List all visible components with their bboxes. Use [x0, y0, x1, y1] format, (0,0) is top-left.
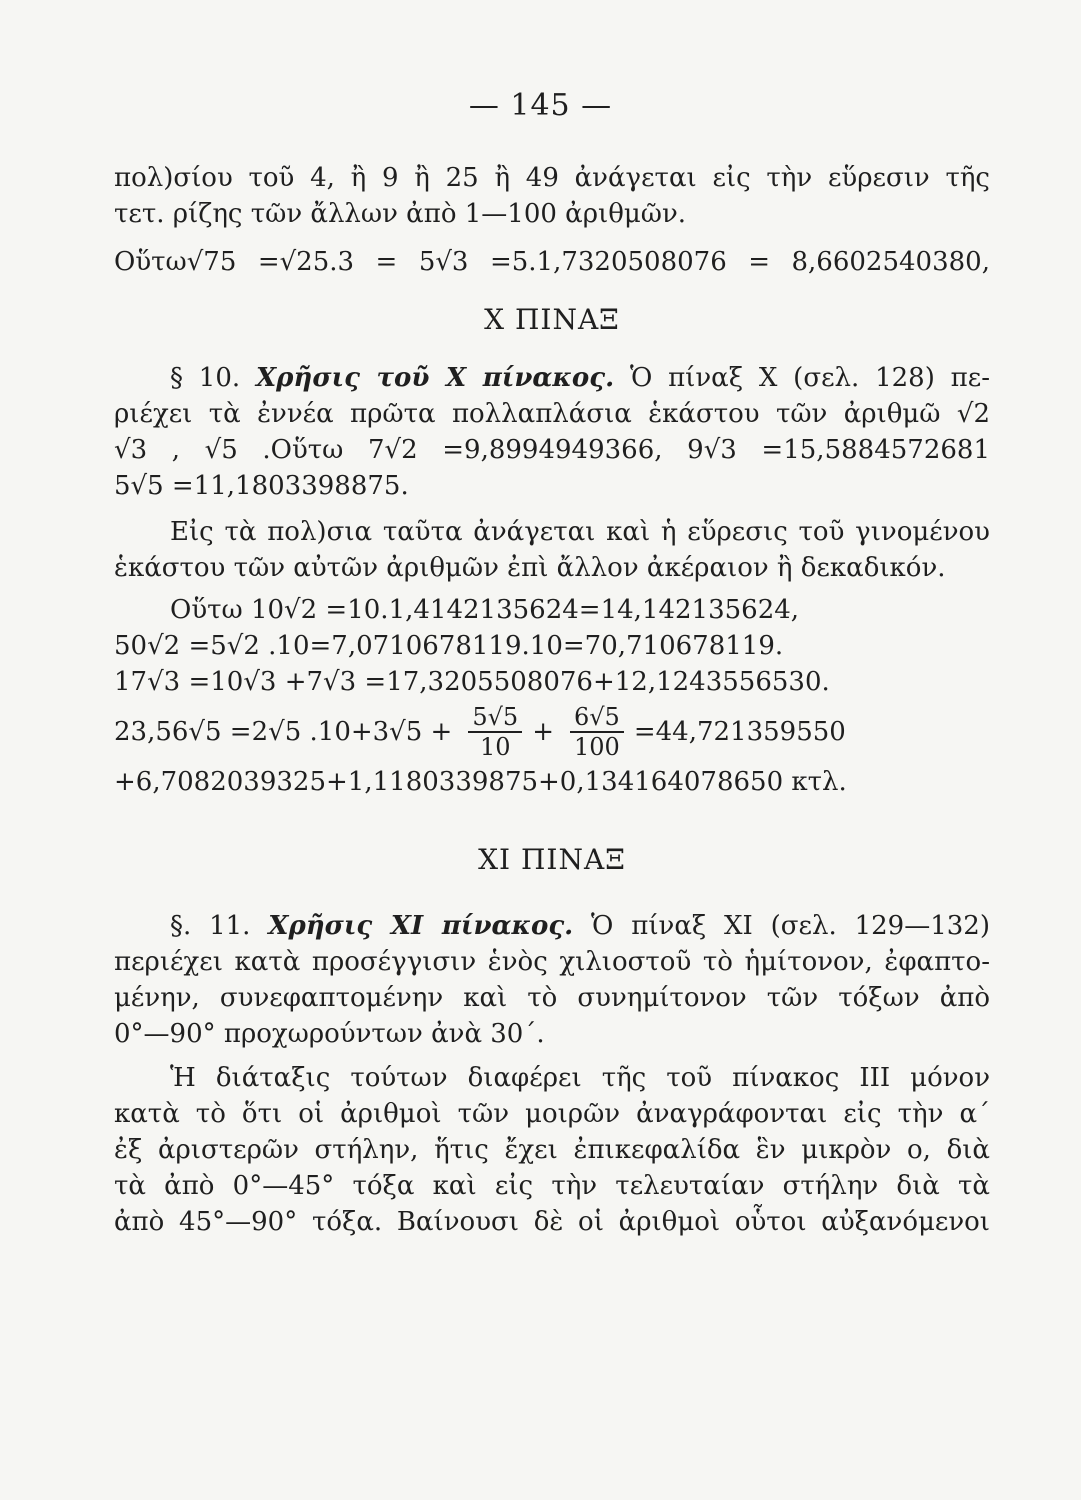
section-xi-para2-line: ἐξ ἀριστερῶν στήλην, ἥτις ἔχει ἐπικεφαλίδα ἓν μικρὸν ο, διὰ [114, 1135, 990, 1165]
section-xi-para1-rest: Ὁ πίναξ XI (σελ. 129—132) [591, 911, 990, 941]
section-xi-para1-line: περιέχει κατὰ προσέγγισιν ἑνὸς χιλιοστοῦ τὸ ἡμίτονον, ἐφαπτο- [114, 947, 990, 977]
section-x-title: Χ ΠΙΝΑΞ [484, 303, 620, 336]
section-xi-para1-line: μένην, συνεφαπτομένην καὶ τὸ συνημίτονον τῶν τόξων ἀπὸ [114, 983, 990, 1013]
section-x-para1-first-line [114, 360, 990, 396]
spacer [114, 800, 990, 840]
page-number: — 145 — [468, 88, 613, 123]
fraction-equation [114, 700, 990, 764]
section-xi-para2-line: ἀπὸ 45°—90° τόξα. Βαίνουσι δὲ οἱ ἀριθμοὶ οὗτοι αὐξανόμενοι [114, 1207, 990, 1237]
plus-sign: + [532, 717, 554, 747]
example-line: Οὕτω 10√2 =10.1,4142135624=14,142135624, [170, 595, 800, 625]
intro-line-3: Οὕτω√75 =√25.3 = 5√3 =5.1,7320508076 = 8,6602540380, [114, 247, 990, 277]
page-body [114, 160, 990, 1240]
section-xi-para2-line: τὰ ἀπὸ 0°—45° τόξα καὶ εἰς τὴν τελευταίαν στήλην διὰ τὰ [114, 1171, 990, 1201]
section-xi-para1-line: 0°—90° προχωρούντων ἀνὰ 30΄. [114, 1019, 545, 1049]
fraction-1-denominator: 10 [479, 733, 511, 761]
section-xi-para2-line: Ἡ διάταξις τούτων διαφέρει τῆς τοῦ πίνακος III μόνον [170, 1063, 990, 1093]
section-xi-para2-line: κατὰ τὸ ὅτι οἱ ἀριθμοὶ τῶν μοιρῶν ἀναγράφονται εἰς τὴν α΄ [114, 1099, 990, 1129]
fraction-2 [570, 703, 624, 761]
example-line: 17√3 =10√3 +7√3 =17,3205508076+12,1243556530. [114, 667, 830, 697]
spacer [114, 280, 990, 300]
fraction-equation-lead: 23,56√5 =2√5 .10+3√5 + [114, 717, 453, 747]
section-xi-para1-first-line [114, 908, 990, 944]
section-x-number: § 10. [170, 363, 241, 393]
sum-line: +6,7082039325+1,1180339875+0,134164078650 κτλ. [114, 767, 847, 797]
fraction-2-numerator: 6√5 [570, 703, 624, 733]
example-line: 50√2 =5√2 .10=7,0710678119.10=70,710678119. [114, 631, 784, 661]
section-xi-number: §. 11. [170, 911, 251, 941]
section-x-para1-rest: Ὁ πίναξ Χ (σελ. 128) πε- [629, 363, 990, 393]
section-x-para1-line: ριέχει τὰ ἐννέα πρῶτα πολλαπλάσια ἑκάστου τῶν ἀριθμῶ √2 [114, 399, 990, 429]
section-x-para2-line: Εἰς τὰ πολ)σια ταῦτα ἀνάγεται καὶ ἡ εὕρεσις τοῦ γινομένου [170, 517, 990, 547]
fraction-1 [468, 703, 522, 761]
intro-line-2: τετ. ρίζης τῶν ἄλλων ἀπὸ 1—100 ἀριθμῶν. [114, 199, 687, 229]
section-x-para1-line: √3 , √5 .Οὕτω 7√2 =9,8994949366, 9√3 =15,5884572681 [114, 435, 990, 465]
fraction-1-numerator: 5√5 [468, 703, 522, 733]
spacer [114, 340, 990, 360]
section-xi-title: XI ΠΙΝΑΞ [478, 843, 626, 876]
section-xi-heading: Χρῆσις XI πίνακος. [268, 911, 574, 941]
intro-line-1: πολ)σίου τοῦ 4, ἢ 9 ἢ 25 ἢ 49 ἀνάγεται εἰς τὴν εὕρεσιν τῆς [114, 163, 990, 193]
section-x-para1-line: 5√5 =11,1803398875. [114, 471, 409, 501]
section-x-heading: Χρῆσις τοῦ Χ πίνακος. [255, 363, 615, 393]
fraction-equation-tail: =44,721359550 [633, 717, 846, 747]
spacer [114, 880, 990, 908]
section-x-para2-line: ἑκάστου τῶν αὐτῶν ἀριθμῶν ἐπὶ ἄλλον ἀκέραιον ἢ δεκαδικόν. [114, 553, 946, 583]
fraction-2-denominator: 100 [574, 733, 620, 761]
